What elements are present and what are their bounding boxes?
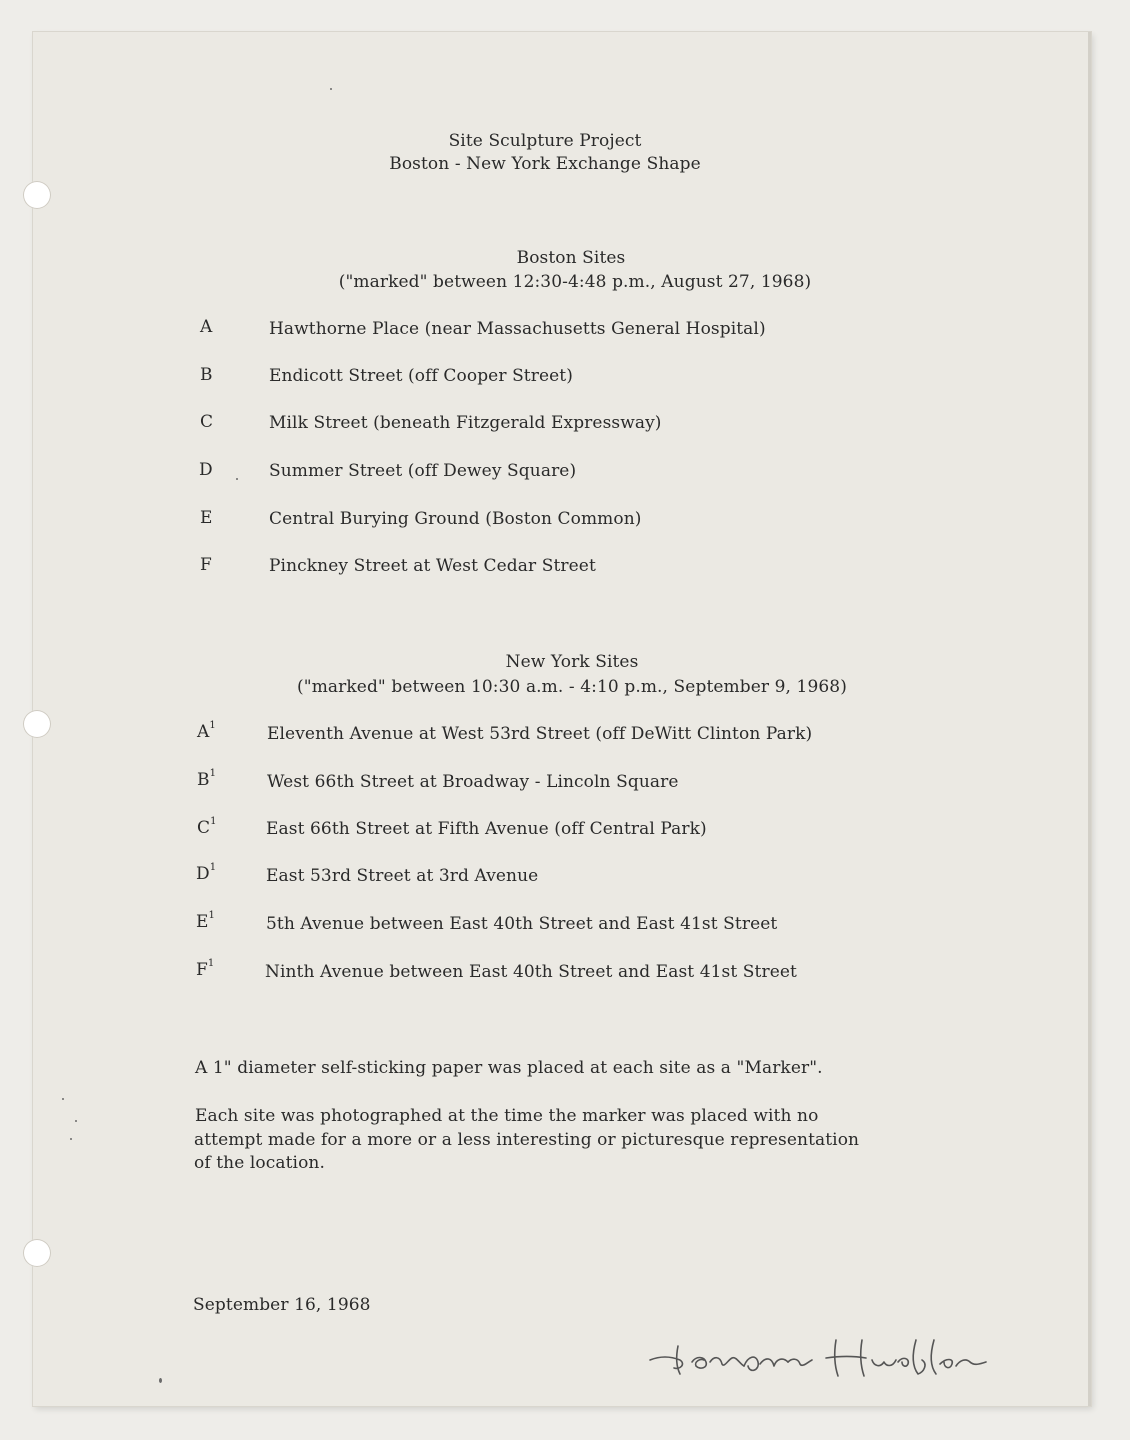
paper-speck <box>75 1120 77 1122</box>
document-date: September 16, 1968 <box>193 1295 371 1315</box>
boston-site-label: C <box>200 412 214 432</box>
binder-hole-middle <box>23 710 51 738</box>
newyork-site-label <box>196 864 216 884</box>
paper-speck <box>70 1138 72 1140</box>
newyork-site-label <box>196 912 215 932</box>
document-title: Site Sculpture Project <box>448 131 642 151</box>
newyork-site-text: Eleventh Avenue at West 53rd Street (off DeWitt Clinton Park) <box>267 724 813 744</box>
paper-speck <box>330 88 332 90</box>
binder-hole-top <box>23 181 51 209</box>
boston-site-text: Milk Street (beneath Fitzgerald Expressway) <box>269 413 662 433</box>
newyork-site-text: East 66th Street at Fifth Avenue (off Central Park) <box>266 819 707 839</box>
signature-text: Douglas Huebler <box>640 1326 649 1327</box>
newyork-site-letter: A <box>197 722 210 742</box>
marker-note: A 1" diameter self-sticking paper was placed at each site as a "Marker". <box>195 1058 823 1078</box>
boston-site-text: Summer Street (off Dewey Square) <box>269 461 577 481</box>
newyork-site-label <box>197 722 216 742</box>
newyork-site-text: West 66th Street at Broadway - Lincoln Square <box>267 772 679 792</box>
newyork-site-text: East 53rd Street at 3rd Avenue <box>266 866 539 886</box>
prime-mark: 1 <box>210 816 217 827</box>
photo-note-line: attempt made for a more or a less interesting or picturesque representation <box>194 1130 860 1150</box>
boston-site-text: Hawthorne Place (near Massachusetts General Hospital) <box>269 319 766 339</box>
newyork-site-label <box>197 818 217 838</box>
newyork-site-label <box>196 960 214 980</box>
newyork-site-text: Ninth Avenue between East 40th Street and East 41st Street <box>265 962 797 982</box>
paper-speck <box>236 478 238 480</box>
boston-site-text: Central Burying Ground (Boston Common) <box>269 509 642 529</box>
newyork-site-letter: C <box>197 818 211 838</box>
boston-time-note: ("marked" between 12:30-4:48 p.m., August 27, 1968) <box>338 272 812 292</box>
prime-mark: 1 <box>207 958 215 969</box>
boston-site-label: A <box>200 317 213 337</box>
photo-note-line: of the location. <box>194 1153 325 1173</box>
boston-site-label: D <box>199 460 213 480</box>
page-edge <box>1088 32 1091 1406</box>
newyork-site-letter: F <box>196 960 208 980</box>
binder-hole-bottom <box>23 1239 51 1267</box>
boston-site-label: E <box>200 508 213 528</box>
boston-site-text: Endicott Street (off Cooper Street) <box>269 366 573 386</box>
newyork-site-label <box>197 770 216 790</box>
photo-note-line: Each site was photographed at the time the marker was placed with no <box>195 1106 819 1126</box>
boston-site-text: Pinckney Street at West Cedar Street <box>269 556 596 576</box>
prime-mark: 1 <box>208 910 215 921</box>
paper-speck <box>62 1098 64 1100</box>
boston-site-label: F <box>200 555 212 575</box>
prime-mark: 1 <box>209 768 217 779</box>
newyork-time-note: ("marked" between 10:30 a.m. - 4:10 p.m., September 9, 1968) <box>297 677 847 697</box>
paper-speck <box>159 1378 162 1383</box>
boston-heading: Boston Sites <box>516 248 626 268</box>
prime-mark: 1 <box>209 862 217 873</box>
boston-site-label: B <box>200 365 213 385</box>
handwritten-signature <box>640 1326 1060 1386</box>
newyork-site-text: 5th Avenue between East 40th Street and East 41st Street <box>266 914 778 934</box>
prime-mark: 1 <box>209 720 216 731</box>
newyork-site-letter: D <box>196 864 210 884</box>
document-subtitle: Boston - New York Exchange Shape <box>389 154 701 174</box>
newyork-heading: New York Sites <box>505 652 639 672</box>
document-page <box>33 32 1091 1406</box>
newyork-site-letter: B <box>197 770 210 790</box>
newyork-site-letter: E <box>196 912 209 932</box>
